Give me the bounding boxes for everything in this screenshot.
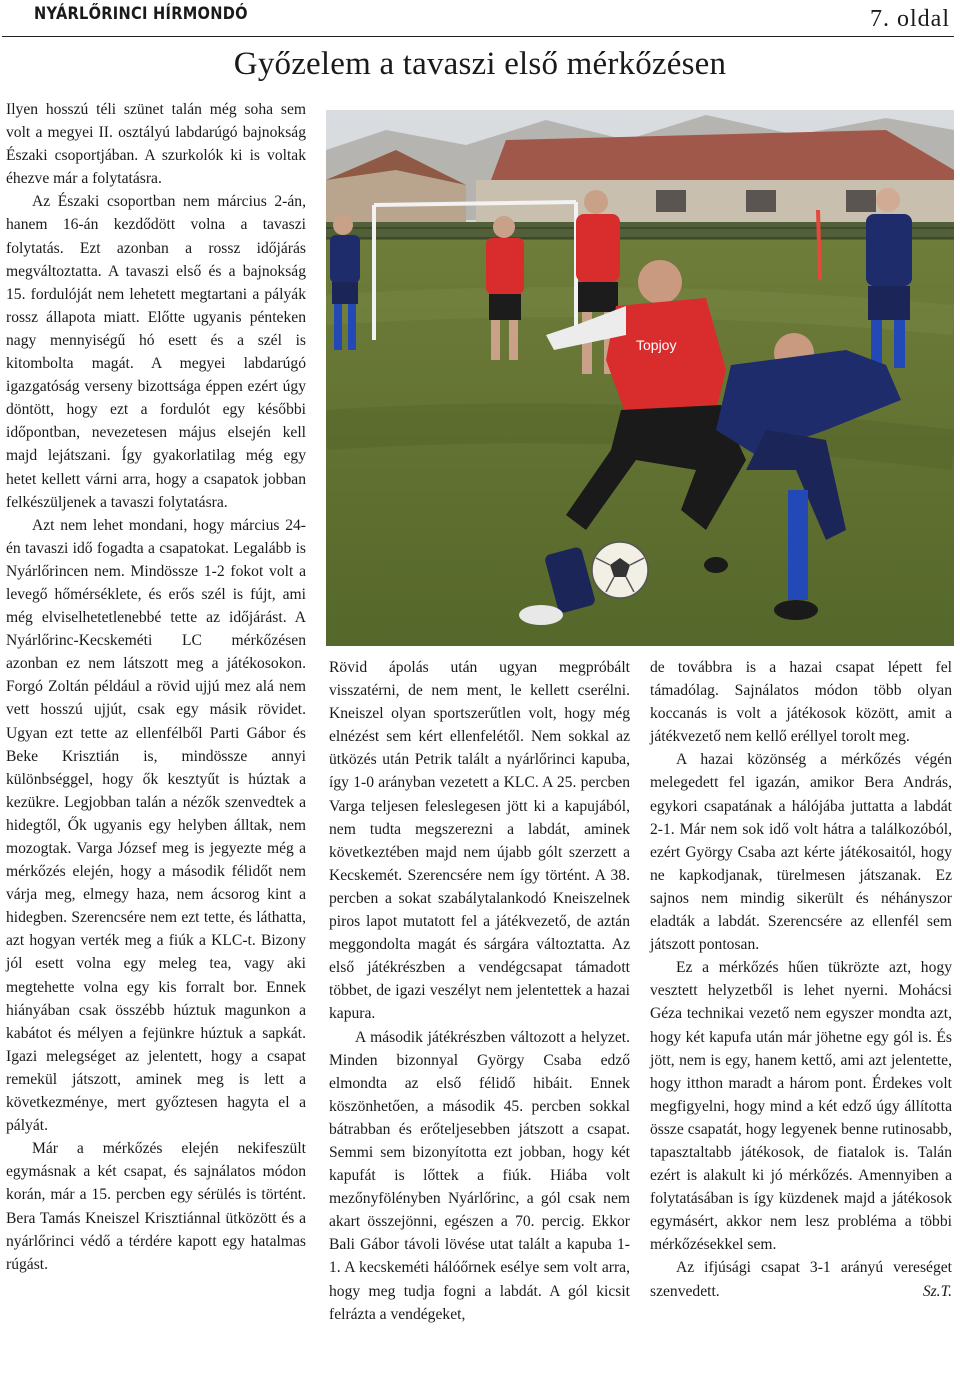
paragraph: Rövid ápolás után ugyan megpróbált visszatérni, de nem ment, le kellett cserélni. Kneiszel olyan sportszerűtlen volt, hogy még elnézést sem kért ellenfelétől. Nem sokkal az ütközés után Petrik talált a nyárlőrinci kapuba, így 1-0 arányban vezetett a KLC. A 25. percben Varga teljesen feleslegesen jött ki a kapujából, nem tudta megszerezni a labdát, aminek következtében majd nem újabb gólt szerzett a Kecskemét. Szerencsére nem így történt. A 38. percben a sokat szabálytalankodó Kneiszelnek piros lapot mutatott fel a játékvezető, de aztán meggondolta magát és sárgára változtatta. Az első játékrészben a vendégcsapat támadott többet, de igazi veszélyt nem jelentettek a hazai kapura. [329, 659, 630, 1023]
football-match-photo-icon [326, 110, 954, 646]
masthead [0, 0, 960, 38]
paragraph: Ilyen hosszú téli szünet talán még soha sem volt a megyei II. osztályú labdarúgó bajnokság Északi csoportjában. A szurkolók ki is voltak éhezve már a folytatásra. [6, 101, 306, 188]
paragraph: Azt nem lehet mondani, hogy március 24-én tavaszi idő fogadta a csapatokat. Legalább is Nyárlőrincen nem. Mindössze 1-2 fokot volt a levegő hőmérséklete, és erős szél is fújt, ami még elviselhetetlenebbé tette az időjárást. A Nyárlőrinc-Kecskeméti LC mérkőzésen azonban ez nem látszott meg a játékosokon. Forgó Zoltán például a rövid ujjú mez alá nem vett hosszú ujjút, csak egy másik rövidet. Ugyan ezt tette az ellenfélből Parti Gábor és Beke Krisztián is, mindössze annyi különbséggel, hogy ők kesztyűt is húztak a kezükre. Legjobban talán a nézők szenvedtek a hidegtől, Ők ugyanis egy helyben álltak, nem mozogtak. Varga József meg is jegyezte még a mérkőzés elején, hogy a második félidőt nem várja meg, elmegy haza, nem ácsorog kint a hidegben. Szerencsére nem ezt tette, és láthatta, azt hogyan verték meg a fiúk a KLC-t. Bizony jól esett volna egy meleg tea, vagy aki megtehette volna egy kis forralt bor. Ennek hiányában csak összébb húztuk magunkon a kabátot és mélyen a fejünkre húztuk a sapkát. Igazi melegséget az jelentett, hogy a csapat remekül játszott, aminek meg is lett a következménye, mert győztesen hagyta el a pályát. [6, 516, 306, 1135]
paragraph: Az ifjúsági csapat 3-1 arányú vereséget szenvedett. [650, 1259, 952, 1300]
page-number: 7. oldal [870, 6, 950, 32]
article-column-3 [650, 656, 952, 1303]
match-photo [326, 110, 954, 646]
paragraph: A hazai közönség a mérkőzés végén melegedett fel igazán, amikor Bera András, egykori csapatának a hálójába juttatta a labdát 2-1. Már nem sok idő volt hátra a találkozóból, ezért György Csaba azt kérte játékosaitól, hogy ne kapkodjanak, türelmesen játszanak. Ez sajnos nem mindig sikerült és néhányszor eladták a labdát. Szerencsére az ellenfél sem játszott pontosan. [650, 751, 952, 954]
newspaper-name: NYÁRLŐRINCI HÍRMONDÓ [34, 4, 248, 24]
paragraph: Az Északi csoportban nem március 2-án, hanem 16-án kezdődött volna a tavaszi folytatás. Ezt azonban a rossz időjárás megváltoztatta. A tavaszi első és a bajnokság 15. fordulóját nem lehetett megtartani a pályák rossz állapota miatt. Előtte ugyanis pénteken nagy mennyiségű hó esett és a szél is kitombolta magát. A megyei labdarúgó igazgatóság verseny bizottsága éppen ezért úgy döntött, hogy ezt a fordulót egy későbbi időpontban, nevezetesen május elsején kell majd lejátszani. Így gyakorlatilag még egy hetet kellett várni arra, hogy a csapatok jobban felkészüljenek a tavaszi folytatásra. [6, 193, 306, 511]
paragraph: de továbbra is a hazai csapat lépett fel támadólag. Sajnálatos módon több olyan koccanás is volt a játékosok között, amit a játékvezető nem kellő eréllyel torolt meg. [650, 659, 952, 746]
article-headline: Győzelem a tavaszi első mérkőzésen [233, 46, 727, 82]
paragraph-final [650, 1256, 952, 1302]
paragraph: A második játékrészben változott a helyzet. Minden bizonnyal György Csaba edző elmondta az első félidő hibáit. Ennek köszönhetően, a második 45. percben sokkal bátrabban és erőteljesebben játszott a csapat. Semmi sem bizonyította ezt jobban, hogy két kapufát is lőttek a fiúk. Hiába volt mezőnyfölényben Nyárlőrinc, a gól csak nem akart összejönni, egészen a 70. percig. Ekkor Bali Gábor távoli lövése utat talált a kapuba 1-1. A kecskeméti hálóőrnek esélye sem volt arra, hogy meg tudja fogni a labdát. A gól kicsit felrázta a vendégeket, [329, 1028, 630, 1323]
author-signature: Sz.T. [922, 1282, 952, 1300]
shirt-sponsor: Topjoy [636, 337, 677, 353]
paragraph: Ez a mérkőzés hűen tükrözte azt, hogy vesztett helyzetből is lehet nyerni. Mohácsi Géza technikai vezető nem egyszer mondta azt, hogy két kapufa után már jöhetne egy gól is. És jött, nem is egy, hanem kettő, ami azt jelentette, hogy itthon maradt a három pont. Érdekes volt megfigyelni, hogy mind a két edző úgy állította össze csapatát, hogy legyenek benne rutinosabb, tapasztaltabb játékosok, de fiatalok is. Talán ezért is alakult ki jó mérkőzés. Amennyiben a folytatásában is így küzdenek majd a játékosok egymásért, akkor nem lesz probléma a többi mérkőzésekkel sem. [650, 959, 952, 1254]
masthead-rule [2, 36, 954, 37]
paragraph: Már a mérkőzés elején nekifeszült egymásnak a két csapat, és sajnálatos módon korán, már a 15. percben egy sérülés is történt. Bera Tamás Kneiszel Krisztiánnal ütközött és a nyárlőrinci védő a térdére kapott egy hatalmas rúgást. [6, 1140, 306, 1273]
football-icon [592, 542, 648, 598]
article-column-1 [6, 98, 306, 1276]
article-column-2 [329, 656, 630, 1326]
